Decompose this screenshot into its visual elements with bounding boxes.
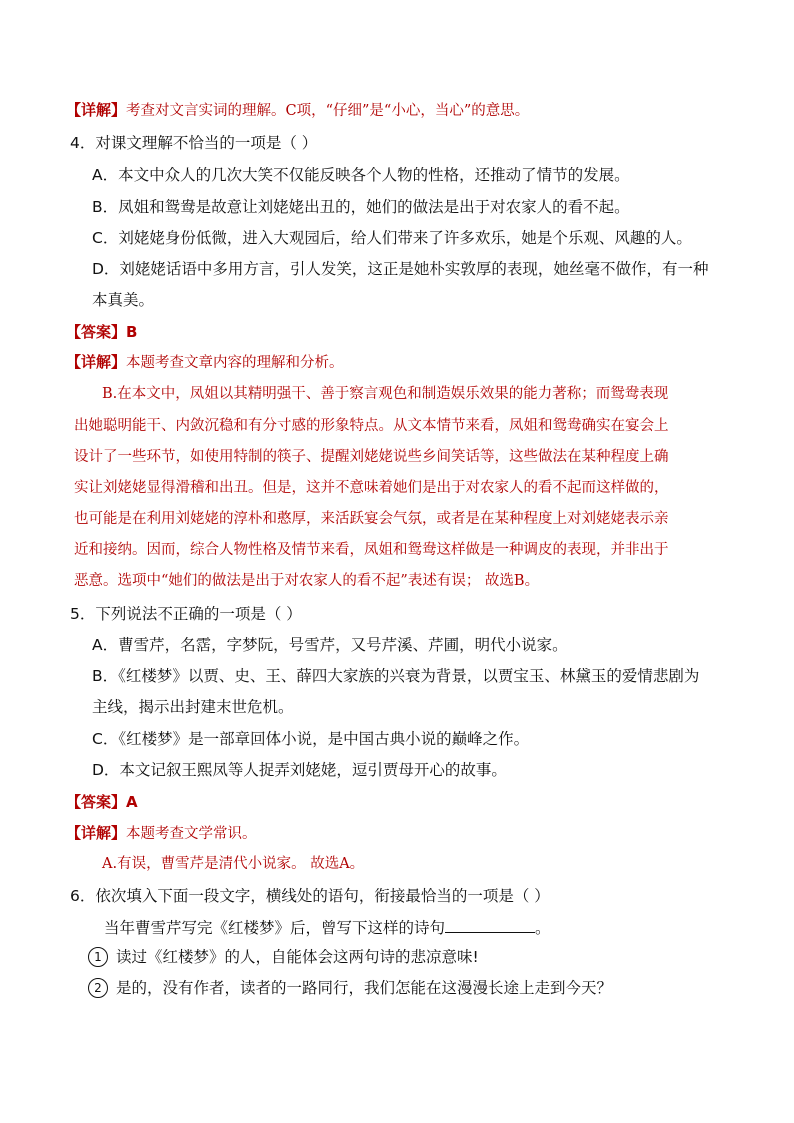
q4-stem: 4．对课文理解不恰当的一项是（ ） xyxy=(70,134,318,152)
detail-text: 考查对文言实词的理解。C项，“仔细”是“小心，当心”的意思。 xyxy=(126,103,530,119)
q5-option-b-cont: 主线，揭示出封建末世危机。 xyxy=(92,698,294,716)
detail-tag: 【详解】 xyxy=(66,824,127,842)
q4-option-d: D．刘姥姥话语中多用方言，引人发笑，这正是她朴实敦厚的表现，她丝毫不做作，有一种 xyxy=(92,260,709,278)
answer-value: A xyxy=(126,793,138,811)
fill-blank xyxy=(445,916,535,933)
q4-answer xyxy=(66,321,137,343)
q5-stem: 5．下列说法不正确的一项是（ ） xyxy=(70,605,302,623)
q5-answer xyxy=(66,791,138,813)
q4-detail xyxy=(66,351,344,374)
q6-stem: 6．依次填入下面一段文字，横线处的语句，衔接最恰当的一项是（ ） xyxy=(70,887,550,905)
q6-body xyxy=(104,916,551,939)
detail-text: 本题考查文章内容的理解和分析。 xyxy=(126,355,344,371)
q5-expl: A.有误，曹雪芹是清代小说家。 故选A。 xyxy=(102,856,365,872)
answer-tag: 【答案】 xyxy=(66,793,127,811)
circled-number: 2 xyxy=(88,978,108,998)
q6-item-text: 是的，没有作者，读者的一路同行，我们怎能在这漫漫长途上走到今天？ xyxy=(116,979,613,997)
q4-expl-line: 恶意。选项中“她们的做法是出于对农家人的看不起”表述有误； 故选B。 xyxy=(74,573,540,589)
q5-option-c: C．《红楼梦》是一部章回体小说，是中国古典小说的巅峰之作。 xyxy=(92,730,530,748)
q4-expl-line: 近和接纳。因而，综合人物性格及情节来看，凤姐和鸳鸯这样做是一种调皮的表现，并非出于 xyxy=(74,542,669,558)
q5-option-d: D．本文记叙王熙凤等人捉弄刘姥姥，逗引贾母开心的故事。 xyxy=(92,761,507,779)
q4-expl-line: 出她聪明能干、内敛沉稳和有分寸感的形象特点。从文本情节来看，凤姐和鸳鸯确实在宴会上 xyxy=(74,418,669,434)
q6-item xyxy=(88,946,479,968)
q5-detail xyxy=(66,822,257,845)
detail-tag: 【详解】 xyxy=(66,101,127,119)
q6-body-end: 。 xyxy=(535,919,551,937)
detail-tag: 【详解】 xyxy=(66,353,127,371)
q4-expl-line: 实让刘姥姥显得滑稽和出丑。但是，这并不意味着她们是出于对农家人的看不起而这样做的， xyxy=(74,480,669,496)
detail-line-prev xyxy=(66,99,529,122)
circled-number: 1 xyxy=(88,947,108,967)
q5-option-b: B．《红楼梦》以贾、史、王、薛四大家族的兴衰为背景，以贾宝玉、林黛玉的爱情悲剧为 xyxy=(92,667,700,685)
q5-option-a: A．曹雪芹，名霑，字梦阮，号雪芹，又号芹溪、芹圃，明代小说家。 xyxy=(92,636,568,654)
q4-expl-line: B.在本文中，凤姐以其精明强干、善于察言观色和制造娱乐效果的能力著称；而鸳鸯表现 xyxy=(102,386,669,402)
q6-body-text: 当年曹雪芹写完《红楼梦》后，曾写下这样的诗句 xyxy=(104,919,446,937)
q4-expl-line: 设计了一些环节，如使用特制的筷子、提醒刘姥姥说些乡间笑话等，这些做法在某种程度上确 xyxy=(74,449,669,465)
q4-option-b: B．凤姐和鸳鸯是故意让刘姥姥出丑的，她们的做法是出于对农家人的看不起。 xyxy=(92,198,630,216)
q4-option-d-cont: 本真美。 xyxy=(92,291,155,309)
answer-value: B xyxy=(126,323,138,341)
detail-text: 本题考查文学常识。 xyxy=(126,826,257,842)
q4-expl-line: 也可能是在利用刘姥姥的淳朴和憨厚，来活跃宴会气氛，或者是在某种程度上对刘姥姥表示亲 xyxy=(74,511,669,527)
q6-item xyxy=(88,977,612,999)
q6-item-text: 读过《红楼梦》的人，自能体会这两句诗的悲凉意味! xyxy=(116,948,479,966)
q4-option-a: A．本文中众人的几次大笑不仅能反映各个人物的性格，还推动了情节的发展。 xyxy=(92,166,630,184)
answer-tag: 【答案】 xyxy=(66,323,127,341)
q4-option-c: C．刘姥姥身份低微，进入大观园后，给人们带来了许多欢乐，她是个乐观、风趣的人。 xyxy=(92,229,692,247)
